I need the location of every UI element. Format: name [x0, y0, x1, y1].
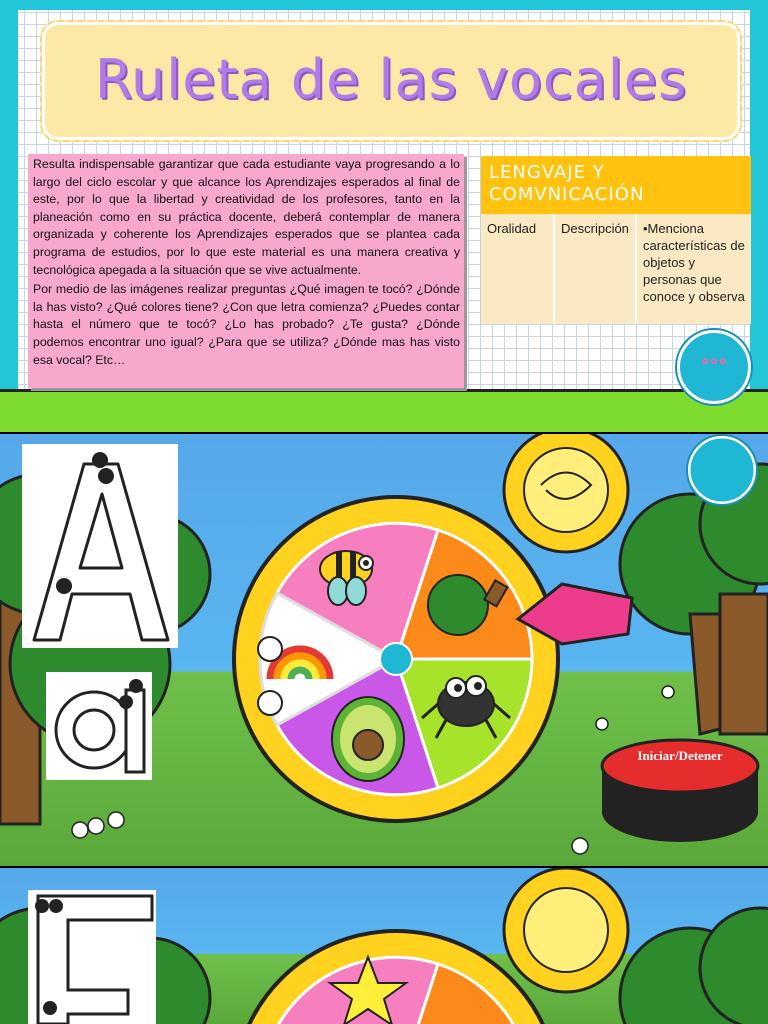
brand-logo — [677, 330, 751, 404]
avocado-icon — [332, 697, 404, 781]
curriculum-table-row — [481, 214, 751, 324]
right-tree-2 — [620, 908, 768, 1024]
description-box — [28, 154, 464, 388]
frame-left — [0, 0, 18, 432]
frame-right — [750, 0, 768, 432]
letter-E-tracing-icon — [28, 890, 156, 1024]
title-banner — [40, 20, 742, 142]
letter-a-tracing-icon — [46, 672, 152, 780]
cell-aprendizaje: •Menciona características de objetos y personas que conoce y observa — [643, 221, 745, 304]
grass-strip — [0, 389, 768, 432]
sun-icon-2 — [504, 868, 628, 992]
description-paragraph-1: Resulta indispensable garantizar que cada estudiante vaya progresando a lo largo del ciclo escolar y que alcance los Aprendizajes esperados al final de este, por lo que la libertad y creatividad de los profesores, tanto en la planeación como en su práctica docente, deberá contemplar de manera organizada y coherente los Aprendizajes esperados que se plantea cada programa de estudios, por lo que este material es una manera creativa y tecnológica apegada a la situación que se vive actualmente. — [33, 157, 460, 277]
lowercase-letter-card — [46, 672, 152, 780]
header-line-1: LENGVAJE Y — [489, 162, 605, 183]
brand-logo-small — [687, 435, 757, 505]
cell-oralidad: Oralidad — [481, 214, 555, 324]
right-tree — [620, 464, 768, 734]
description-paragraph-2: Por medio de las imágenes realizar preguntas ¿Qué imagen te tocó? ¿Dónde la has visto? ¿Qué colores tiene? ¿Con que letra comienza? ¿Puedes contar hasta el número que te tocó? ¿Lo has probado? ¿Te gusta? ¿Dónde podemos encontrar uno igual? ¿Para que se utiliza? ¿Dónde mas has visto esa vocal? Etc… — [33, 282, 460, 367]
sun-icon — [504, 434, 628, 552]
page-title: Ruleta de las vocales — [94, 48, 688, 111]
bee-icon — [320, 551, 373, 605]
uppercase-letter-card — [22, 444, 178, 648]
wheel-center-logo — [380, 643, 412, 675]
frame-top — [0, 0, 768, 10]
curriculum-table — [481, 156, 751, 324]
start-stop-button[interactable]: Iniciar/Detener — [637, 748, 723, 763]
logo-mark: ✿ ✿ ✿ — [701, 357, 727, 366]
roulette-slide-e — [0, 868, 768, 1024]
uppercase-letter-card-e — [28, 890, 156, 1024]
roulette-slide-a — [0, 434, 768, 866]
info-slide — [0, 0, 768, 432]
cell-descripcion: Descripción — [555, 214, 637, 324]
roulette-wheel[interactable] — [234, 497, 558, 821]
curriculum-table-header — [481, 156, 751, 214]
letter-A-tracing-icon — [22, 444, 178, 648]
header-line-2: COMVNICACIÓN — [489, 184, 645, 205]
